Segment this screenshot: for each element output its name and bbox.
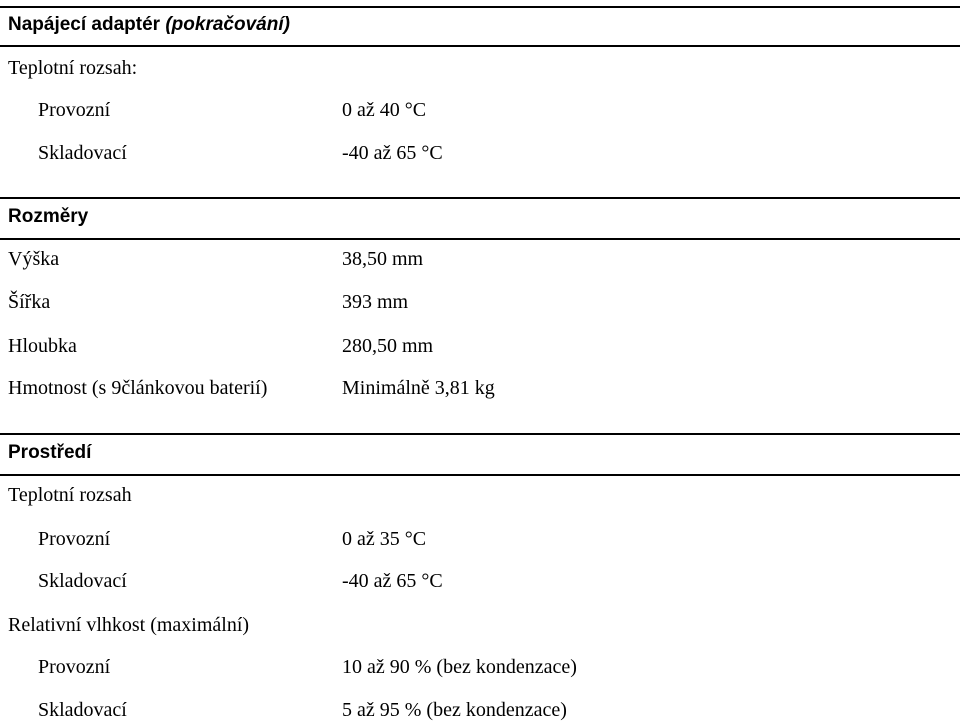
row-value-weight: Minimálně 3,81 kg	[342, 377, 495, 399]
row-value-operating: 0 až 40 °C	[342, 99, 427, 121]
row-label-depth: Hloubka	[8, 335, 77, 357]
row-label-operating: Provozní	[38, 656, 111, 678]
row-label-operating: Provozní	[38, 99, 111, 121]
row-value-storage: -40 až 65 °C	[342, 570, 443, 592]
section-heading-dimensions: Rozměry	[8, 206, 89, 227]
row-value-storage: -40 až 65 °C	[342, 142, 443, 164]
section-top-rule	[0, 433, 960, 435]
row-label-temperature-range: Teplotní rozsah	[8, 484, 132, 506]
row-label-storage: Skladovací	[38, 570, 127, 592]
row-label-width: Šířka	[8, 291, 51, 313]
row-label-relative-humidity: Relativní vlhkost (maximální)	[8, 614, 250, 636]
row-value-height: 38,50 mm	[342, 248, 424, 270]
row-value-width: 393 mm	[342, 291, 409, 313]
section-heading-underline	[340, 46, 960, 47]
section-top-rule	[0, 197, 960, 199]
row-label-temperature-range: Teplotní rozsah:	[8, 57, 138, 79]
row-value-operating: 10 až 90 % (bez kondenzace)	[342, 656, 577, 678]
section-heading-environment: Prostředí	[8, 442, 92, 463]
row-label-operating: Provozní	[38, 528, 111, 550]
row-label-storage: Skladovací	[38, 142, 127, 164]
row-value-operating: 0 až 35 °C	[342, 528, 427, 550]
section-heading-underline	[340, 239, 960, 240]
row-label-storage: Skladovací	[38, 699, 127, 721]
section-heading-underline	[340, 475, 960, 476]
row-value-depth: 280,50 mm	[342, 335, 434, 357]
section-heading-power-adapter: Napájecí adaptér (pokračování)	[8, 14, 290, 35]
heading-continuation: (pokračování)	[165, 14, 290, 35]
row-label-weight: Hmotnost (s 9článkovou baterií)	[8, 377, 268, 399]
row-label-height: Výška	[8, 248, 60, 270]
row-value-storage: 5 až 95 % (bez kondenzace)	[342, 699, 567, 721]
section-top-rule	[0, 6, 960, 8]
